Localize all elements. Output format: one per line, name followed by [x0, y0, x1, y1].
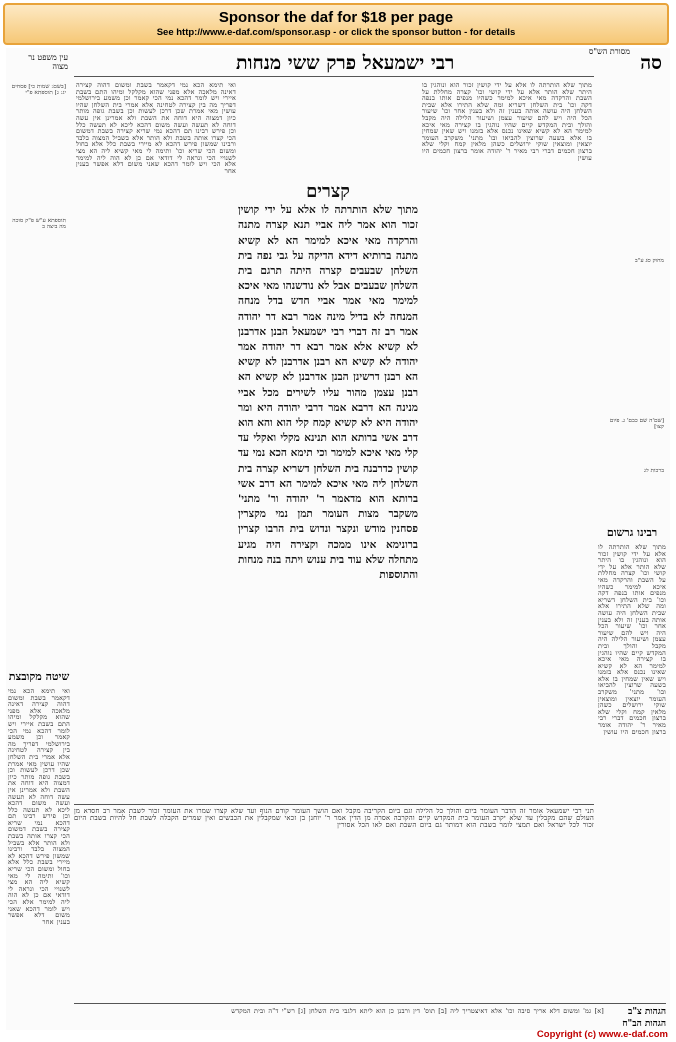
- hagahot-rule: [74, 1003, 666, 1004]
- rashi-text: מתוך שלא הותרתה לו אלא על ידי קושין זכור הוא ונוהגין בו היתר שלא הותר אלא על ידי קושי וכו' קצרה מחללת על השבת והרקדה מאי איכא למימר כשהיו מנפים אותו בנפה דקה וכו' בית השלחן דשריא ומה שלא התירו אלא שבית השלחן היה עושה אותה בענין זה ולא בענין אחר וכו' שיעור הכל היה ויש להם שיעור עצמן ושיעור הלילה היה מקבל והולך ובית המקדש קיים שהיו נוהגין בו קצירה מאי איכא למימר הא לא קשיא שאינו נכנס אלא בזמנו ויש שאין שמחין בו אלא בשעה שרוצין להביאו ובו' מתני' משקרב העומר יוצאין ומוצאין שוקי ירושלים כשהן מלאין קמח וקלי שלא ברצון חכמים דברי רבי מאיר ר' יהודה אומר ברצון חכמים היו עושין: [422, 82, 592, 162]
- sponsor-banner[interactable]: [3, 3, 669, 45]
- shita-mekubetzet-text: ואי תימא הכא נמי דקאמר בשבת ומשום דהוה קצירה דאינה מלאכה אלא מפני שהוא מקלקל ומיהו התם בשבת איירי ויש לומר דהכא נמי הכי קאמר וכן משמע בירושלמי דפריך מה בין קצירה לטחינה אלא אמרי בית השלחן שהיו עושין מאי אמרת שכן דרכן לעשות וכן בשבת גופה מותר כיון דמצוה היא דוחה את השבת ולא אמרינן אין עשה דוחה לא תעשה ועשה משום דהכא ליכא לא תעשה כלל וכן פירש רבינו תם דהכא נמי שריא קצירה בשבת דמשום הכי קצרו אותה בשבת ולא הותר אלא בשביל המצוה בלבד ורבינו שמשון פירש דהכא לא מיירי בשבת כלל אלא בחול ומשום הכי שריא וכו' ותימה לי מאי קשיא ליה הא מצי לשנויי הכי ונראה לי דודאי אם כן לא הוה ליה למימר אלא הכי ויש לומר דהכא שאני משום דלא אפשר בענין אחר: [8, 688, 70, 926]
- ein-mishpat-notes-2: תוספתא ע"ש פ"ק סוכה מה ביצה ב: [12, 218, 66, 231]
- masoret-notes: מחוק סג ע"ב: [634, 258, 664, 264]
- rabbeinu-gershom-text: מתוך שלא הותרתה לו אלא על ידי קושין זכור הוא ונוהגין בו היתר שלא הותר אלא על ידי קושי וכו' קצרה מחללת על השבת והרקדה מאי איכא למימר כשהיו מנפים אותו בנפה דקה וכו' בית השלחן דשריא ומה שלא התירו אלא שבית השלחן היה עושה אותה בענין זה ולא בענין אחר וכו' שיעור הכל היה ויש להם שיעור עצמן ושיעור הלילה היה מקבל והולך ובית המקדש קיים שהיו נוהגין בו קצירה מאי איכא למימר הא לא קשיא שאינו נכנס אלא בזמנו ויש שאין שמחין בו אלא בשעה שרוצין להביאו ובו' מתני' משקרב העומר יוצאין ומוצאין שוקי ירושלים כשהן מלאין קמח וקלי שלא ברצון חכמים דברי רבי מאיר ר' יהודה אומר ברצון חכמים היו עושין: [598, 544, 666, 736]
- copyright-link[interactable]: Copyright (c) www.e-daf.com: [536, 1029, 668, 1040]
- masoret-label: מסורת הש"ס: [588, 48, 630, 56]
- gemara-opening-word: קצרים: [306, 184, 350, 202]
- masoret-notes-2: [שם'ה שם כבם' ג. פיום קצו]: [609, 418, 664, 431]
- hagahot-bach-label: הגהות הב"ח: [622, 1019, 666, 1029]
- sponsor-subtitle[interactable]: See http://www.e-daf.com/sponsor.asp - or click the sponsor button - for details: [156, 27, 516, 38]
- daf-number: סה: [640, 52, 662, 74]
- hagahot-text: [א] גמ' ומשום דלא אריך סיבה וכו' אלא דאיצטריך ליה [ב] תוס' דין ורבנן כן הוא ליתא דלגבי בית השלחן [ג] רש"י ד"ה ובית המקדש: [231, 1008, 604, 1015]
- tosafot-text-top: ואי תימא הכא נמי דקאמר בשבת ומשום דהוה קצירה דאינה מלאכה אלא מפני שהוא מקלקל ומיהו התם בשבת איירי ויש לומר דהכא נמי הכי קאמר וכן משמע בירושלמי דפריך מה בין קצירה לטחינה אלא אמרי בית השלחן שהיו עושין מאי אמרת שכן דרכן לעשות וכן בשבת גופה מותר כיון דמצוה היא דוחה את השבת ולא אמרינן אין עשה דוחה לא תעשה ועשה משום דהכא ליכא לא תעשה כלל וכן פירש רבינו תם דהכא נמי שריא קצירה בשבת דמשום הכי קצרו אותה בשבת ולא הותר אלא בשביל המצוה בלבד ורבינו שמשון פירש דהכא לא מיירי בשבת כלל אלא בחול ומשום הכי שריא וכו' ותימה לי מאי קשיא ליה הא מצי לשנויי הכי ונראה לי דודאי אם כן לא הוה ליה למימר אלא הכי ויש לומר דהכא שאני משום דלא אפשר בענין אחר: [76, 82, 236, 175]
- ein-mishpat-label: עין משפט נר מצוה: [28, 53, 68, 71]
- masoret-notes-3: ברכות לג: [644, 468, 664, 474]
- gemara-body: מתוך שלא הותרתה לו אלא על ידי קושין זכור הוא אמר ליה אביי תנא קצרה מתנה והרקדה מאי איכא למימר הא לא קשיא מתנה ברותיא דידא הדיקה על גבי נפה בית השלחן שבעבים קצרה היתה תרגם בית השלחן שבעבים אבל לא נודשנהו מאי איכא למימר מאי אמר אביי חדש בדל מנחה המנחה לא בדיל מינה אמר רבא דר יהודה אמר רב זה דברי רבי ישמעאל הבנן אדרבנן לא קשיא אלא אמר רבא דר יהודה אמר יהודה לא קשיא הא רבנן אדרבנן לא קשיא הא רבנן דרשינן הבנן אדרבנן לא קשיא הא רבנן עצמן מהור עליו לשירים מכל אביי מנינה הא דרבא אמר דרבי יהודה היא ומר יהודה היא לא קשיא קמח קלי הוא והא הוא דרב אשי ברותא הוא תנינא מקלי ואקלי עד קלי מאי איכא למימר וכי תימא הכא נמי עד קושין כדרבנה בית השלחן דשריא קצרה בית השלחן ליה מאי איכא למימר הא דרב אשי ברותא הוא מדאמר ר' יהודה ור' מתני' משקבר מצות העומר תמן נמי מקצרין פסחנין מודש ונקצר ונדוש בית הרבו קצרין ברונימא אינו ממכה וקצירה היה מגיע מתחלה שלא עוד בית ענוש ויתה בנה מנחות והתוספות: [238, 204, 418, 582]
- hagahot-label: הגהות צ"ב: [628, 1007, 666, 1017]
- rabbeinu-gershom-heading: רבינו גרשום: [606, 526, 658, 539]
- gemara-text: [238, 184, 418, 799]
- shita-mekubetzet-heading: שיטה מקובצת: [8, 670, 70, 683]
- lower-rule: [74, 804, 594, 805]
- page-title: רבי ישמעאל פרק ששי מנחות: [236, 52, 455, 74]
- header-rule: [74, 76, 594, 77]
- ein-mishpat-notes: [בשם: שמות כי] פסחים יג: ג] תוספתא פ"י: [11, 84, 66, 97]
- lower-commentary: תני רבי ישמעאל אומר זה הדבר העומר ביום והולך כל הלילה וגם ביום הקריבה מקבל ואם הושך העומר קודם הנוף ועד שלא קצרו שמרו את העומר זכור לשבת אמר רב חסדא מן העולם שהם מקבלין עד שלא יקרב העומר בית המקדש קיים והקרבה אסרה מן הדין אמר ר' יוחנן בן זכאי שמקבלין את הכבשים ואין שמרים הקבלה לשבת חל להיות בשבת היום זכור לכל ישראל ואם תמצי לומר בשבת הוא דמותר גם ביום השבת ואם לאו הכל אסורין: [74, 808, 594, 830]
- sponsor-title[interactable]: Sponsor the daf for $18 per page: [218, 9, 454, 26]
- talmud-page: [6, 48, 670, 1030]
